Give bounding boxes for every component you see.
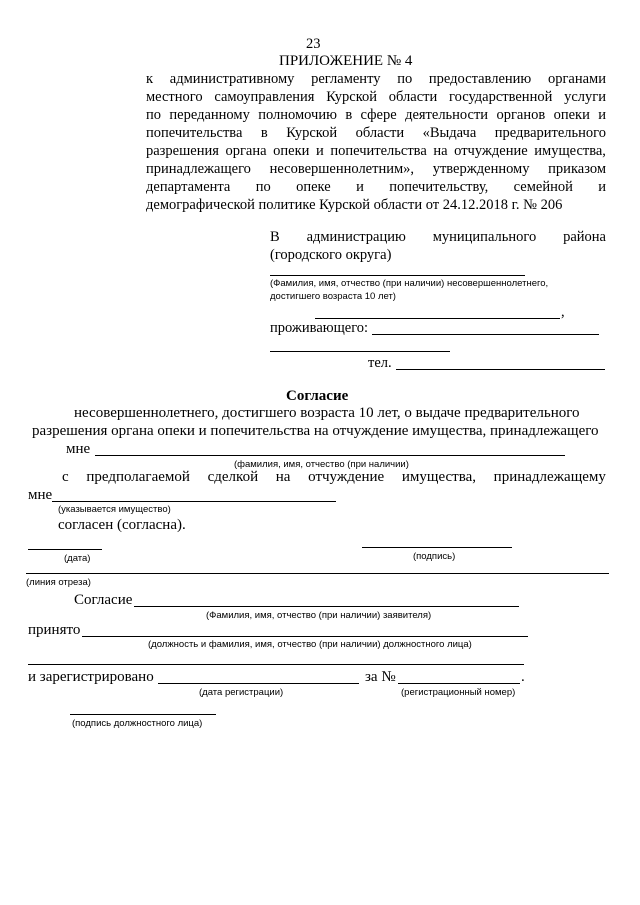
reg-date-field[interactable] xyxy=(158,683,359,684)
applicant-fio-field-2[interactable] xyxy=(315,318,560,319)
number-label: за № xyxy=(365,669,396,685)
me-label-2: мне xyxy=(28,487,53,503)
owner-fio-field[interactable] xyxy=(95,455,565,456)
consent-subtitle-1: несовершеннолетнего, достигшего возраста 10 лет, о выдаче предварительного xyxy=(74,405,580,421)
agree-text: согласен (согласна). xyxy=(58,517,186,533)
official-field-2[interactable] xyxy=(28,664,524,665)
header-line-6: принадлежащего несовершеннолетним», утвержденному приказом xyxy=(146,161,606,177)
cut-line-caption: (линия отреза) xyxy=(26,577,91,588)
residing-label: проживающего: xyxy=(270,320,369,336)
period: . xyxy=(521,669,525,685)
header-line-5: разрешения органа опеки и попечительства на отчуждение имущества, xyxy=(146,143,606,159)
header-line-7: департамента по опеке и попечительству, семейной и xyxy=(146,179,606,195)
owner-fio-caption: (фамилия, имя, отчество (при наличии) xyxy=(234,459,409,470)
applicant-caption: (Фамилия, имя, отчество (при наличии) заявителя) xyxy=(206,610,432,621)
page-number: 23 xyxy=(306,36,321,52)
accepted-label: принято xyxy=(28,622,81,638)
official-caption: (должность и фамилия, имя, отчество (при наличии) должностного лица) xyxy=(148,639,472,650)
header-line-8: демографической политике Курской области от 24.12.2018 г. № 206 xyxy=(146,197,563,213)
reg-number-field[interactable] xyxy=(398,683,520,684)
phone-label: тел. xyxy=(368,355,392,371)
date-field[interactable] xyxy=(28,549,102,550)
registered-label: и зарегистрировано xyxy=(28,669,154,685)
comma: , xyxy=(561,304,565,320)
date-caption: (дата) xyxy=(64,553,91,564)
reg-number-caption: (регистрационный номер) xyxy=(401,687,516,698)
consent-title: Согласие xyxy=(286,388,349,404)
applicant-fio-field[interactable] xyxy=(270,275,525,276)
consent-subtitle-2: разрешения органа опеки и попечительства на отчуждение имущества, принадлежащего xyxy=(32,423,599,439)
property-field[interactable] xyxy=(52,501,336,502)
reg-date-caption: (дата регистрации) xyxy=(199,687,284,698)
fio-caption-1: (Фамилия, имя, отчество (при наличии) несовершеннолетнего, xyxy=(270,278,549,289)
address-field-2[interactable] xyxy=(270,351,450,352)
property-caption: (указывается имущество) xyxy=(58,504,171,515)
appendix-title: ПРИЛОЖЕНИЕ № 4 xyxy=(279,53,413,69)
deal-line: с предполагаемой сделкой на отчуждение имущества, принадлежащему xyxy=(62,469,606,485)
header-line-3: по переданному полномочию в сфере деятельности органов опеки и xyxy=(146,107,606,123)
official-signature-field[interactable] xyxy=(70,714,216,715)
addressee-line-2: (городского округа) xyxy=(270,247,392,263)
signature-caption: (подпись) xyxy=(413,551,456,562)
phone-field[interactable] xyxy=(396,369,605,370)
header-line-2: местного самоуправления Курской области государственной услуги xyxy=(146,89,606,105)
address-field[interactable] xyxy=(372,334,599,335)
header-line-1: к административному регламенту по предоставлению органами xyxy=(146,71,606,87)
applicant-name-field[interactable] xyxy=(134,606,519,607)
addressee-line-1: В администрацию муниципального района xyxy=(270,229,606,245)
signature-field[interactable] xyxy=(362,547,512,548)
fio-caption-2: достигшего возраста 10 лет) xyxy=(270,291,396,302)
receipt-consent-label: Согласие xyxy=(74,592,133,608)
cut-line xyxy=(26,573,609,574)
me-label: мне xyxy=(66,441,91,457)
official-signature-caption: (подпись должностного лица) xyxy=(72,718,203,729)
header-line-4: попечительства в Курской области «Выдача предварительного xyxy=(146,125,606,141)
official-field[interactable] xyxy=(82,636,528,637)
